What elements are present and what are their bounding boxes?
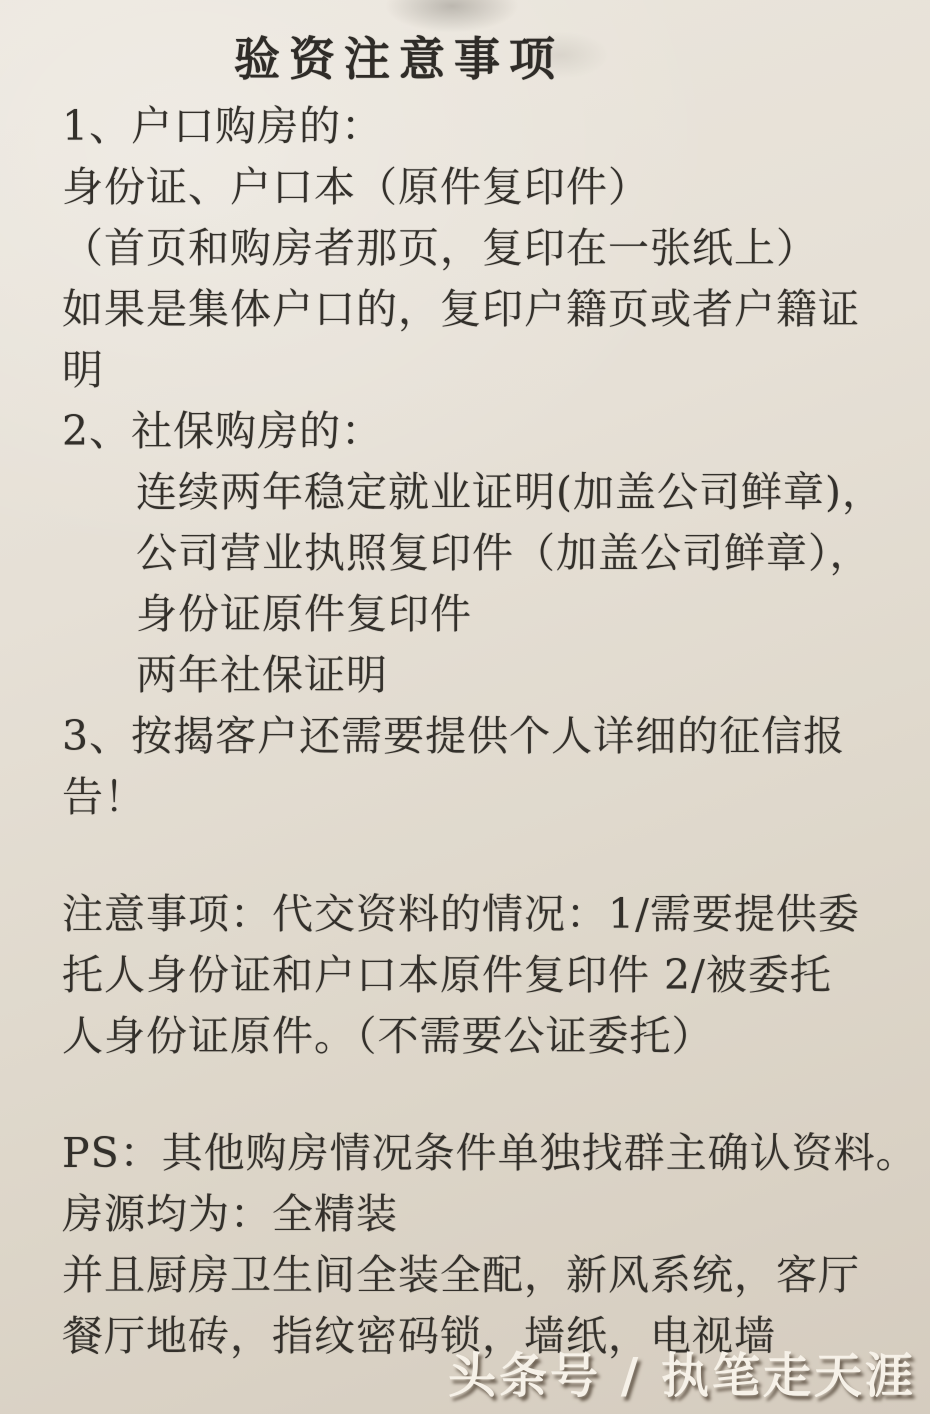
watermark-text: 头条号 / 执笔走天涯 — [448, 1348, 916, 1404]
text-line: 2、社保购房的： — [62, 407, 384, 455]
text-line: 3、按揭客户还需要提供个人详细的征信报 — [62, 712, 846, 760]
text-line: 公司营业执照复印件（加盖公司鲜章）， — [136, 529, 872, 577]
document-body — [0, 28, 930, 1367]
text-line: PS：其他购房情况条件单独找群主确认资料。 — [62, 1129, 918, 1177]
text-line: 如果是集体户口的，复印户籍页或者户籍证 — [62, 285, 860, 333]
text-line: 告！ — [62, 773, 146, 821]
text-line: 两年社保证明 — [136, 651, 388, 699]
text-line: 房源均为：全精装 — [62, 1190, 398, 1238]
document-title: 验资注意事项 — [234, 32, 564, 86]
text-line: 注意事项：代交资料的情况：1/需要提供委 — [62, 890, 860, 938]
text-line: 1、户口购房的： — [62, 102, 384, 150]
text-line: （首页和购房者那页，复印在一张纸上） — [62, 224, 818, 272]
text-lines — [0, 96, 930, 1367]
text-line: 身份证原件复印件 — [136, 590, 472, 638]
text-line: 并且厨房卫生间全装全配，新风系统，客厅 — [62, 1251, 860, 1299]
text-line: 明 — [62, 346, 104, 394]
text-line: 人身份证原件。（不需要公证委托） — [62, 1012, 714, 1060]
text-line: 连续两年稳定就业证明(加盖公司鲜章)， — [136, 468, 884, 516]
text-line: 托人身份证和户口本原件复印件 2/被委托 — [62, 951, 832, 999]
text-line: 身份证、户口本（原件复印件） — [62, 163, 650, 211]
text-line: 餐厅地砖，指纹密码锁，墙纸，电视墙 — [62, 1312, 776, 1360]
